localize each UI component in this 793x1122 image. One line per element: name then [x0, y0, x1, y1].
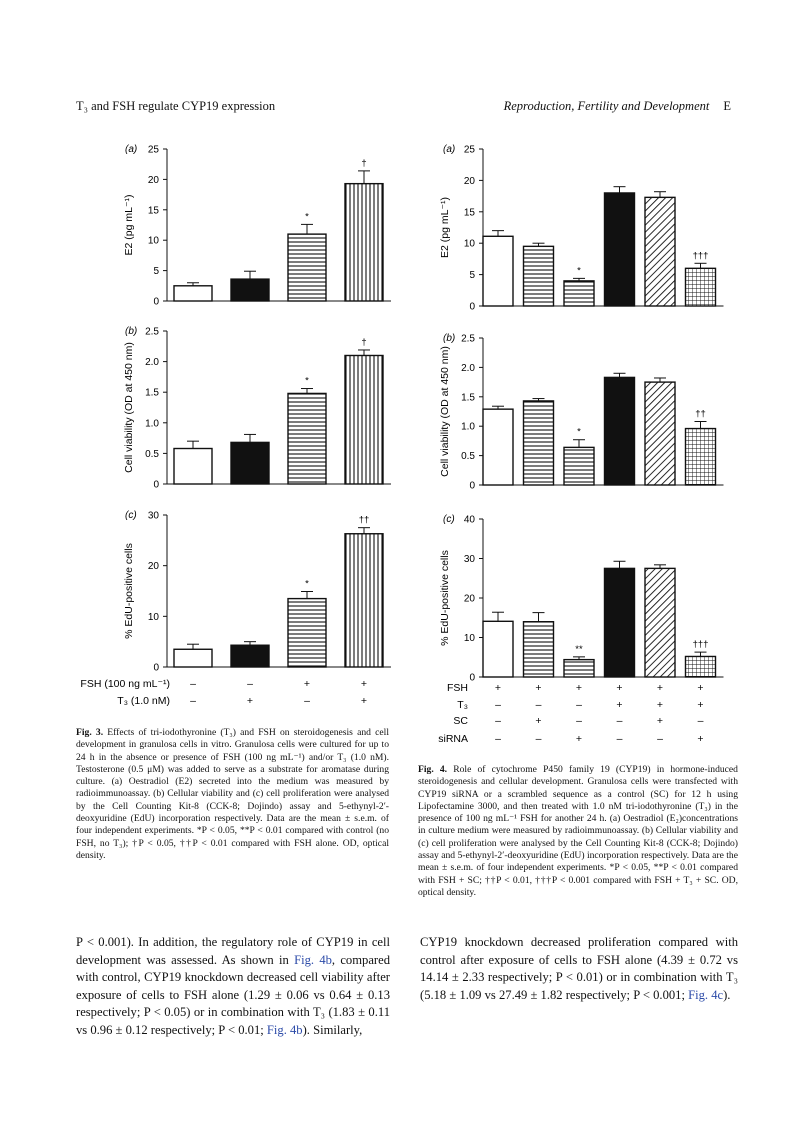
fig3-treatment-sign: – [190, 678, 196, 690]
fig3-significance-mark: * [305, 578, 309, 590]
fig3-significance-mark: * [305, 211, 309, 223]
body-left-part-1: P < 0.001). In addition, the regulatory role of CYP19 in cell development was assessed. As shown in [76, 935, 390, 967]
fig3-y-tick-label: 20 [147, 174, 159, 186]
fig4-caption-text: Role of cytochrome P450 family 19 (CYP19) in hormone-induced steroidogenesis and cellular development. Granulosa cells were transfected with CYP19 siRNA or a scrambled sequence as a control (SC) for 12 h using Lipofectamine 3000, and then treated with 1.0 nM tri-iodothyronine (T₃) in the presence of 100 ng mL⁻¹ FSH for another 24 h. (a) Oestradiol (E₂)concentrations in culture medium were measured by radioimmunoassay. (b) Cellular viability and (c) cell proliferation were analysed by the Cell Counting Kit-8 (CCK-8; Dojindo) assay and 5-ethynyl-2′-deoxyuridine (EdU) incorporation respectively. Data are the mean ± s.e.m. of four independent experiments. *P < 0.05, **P < 0.01 compared with FSH + SC; ††P < 0.01, †††P < 0.001 compared with FSH + T₃ + SC. OD, optical density. [418, 764, 738, 898]
fig3-treatment-sign: + [246, 695, 254, 707]
fig4-treatment-sign: – [495, 715, 501, 727]
fig3-treatment-label: FSH (100 ng mL⁻¹) [80, 678, 170, 690]
body-text-right [420, 934, 738, 1004]
fig4-y-tick-label: 0 [469, 672, 475, 684]
fig3-bar [345, 184, 383, 301]
fig4-treatment-sign: – [495, 699, 501, 711]
fig4-panel-letter: (c) [443, 514, 455, 525]
fig4-y-tick-label: 20 [463, 593, 475, 605]
fig3-y-tick-label: 2.5 [145, 326, 159, 338]
fig3-caption-label: Fig. 3. [76, 727, 104, 738]
fig4-y-axis-label: E2 (pg mL⁻¹) [439, 197, 451, 258]
fig4-y-tick-label: 10 [463, 238, 475, 250]
fig3-y-tick-label: 10 [147, 611, 159, 623]
fig3-treatment-sign: + [303, 678, 311, 690]
fig3-bar [174, 449, 212, 484]
fig3-treatment-label: T₃ (1.0 nM) [117, 695, 170, 707]
fig3-bar [288, 599, 326, 667]
fig3-treatment-sign: – [190, 695, 196, 707]
fig4-caption [418, 764, 738, 899]
fig4-treatment-sign: + [535, 682, 542, 694]
fig4-panel-letter: (a) [443, 144, 456, 155]
fig4-treatment-sign: + [697, 699, 704, 711]
fig4-significance-mark: ††† [692, 250, 709, 262]
fig3-caption [76, 727, 389, 862]
fig3-bar [174, 649, 212, 667]
fig4b-link-1[interactable]: Fig. 4b [294, 952, 332, 967]
fig4-bar [483, 236, 513, 306]
fig4-treatment-sign: + [616, 699, 623, 711]
fig3-y-tick-label: 0 [153, 662, 159, 674]
fig4-bar [483, 409, 513, 485]
fig4-y-tick-label: 10 [463, 633, 475, 644]
fig4-treatment-sign: – [616, 715, 623, 727]
fig4-bar [524, 401, 554, 485]
fig4-treatment-label: SC [453, 715, 468, 727]
fig3-treatment-sign: – [247, 678, 253, 690]
fig4-treatment-sign: – [657, 733, 663, 745]
fig3-bar [174, 286, 212, 301]
fig3-significance-mark: † [361, 157, 367, 169]
fig3-y-tick-label: 0.5 [145, 448, 159, 460]
fig4-treatment-sign: – [576, 715, 582, 727]
fig3-y-tick-label: 30 [147, 510, 159, 522]
fig4-y-tick-label: 25 [463, 144, 475, 156]
fig4c-link[interactable]: Fig. 4c [688, 987, 724, 1002]
fig3-treatment-sign: + [360, 678, 368, 690]
fig3-bar [231, 442, 269, 484]
fig4-treatment-sign: + [494, 682, 502, 694]
fig4-treatment-sign: – [576, 699, 582, 711]
fig4-treatment-label: siRNA [438, 733, 468, 745]
fig3-y-tick-label: 5 [153, 266, 159, 278]
fig3-bar [231, 279, 269, 301]
fig4-y-tick-label: 0.5 [461, 451, 475, 463]
fig4-treatment-sign: – [616, 733, 623, 745]
fig4-treatment-sign: – [535, 699, 542, 711]
fig4-treatment-sign: – [697, 715, 704, 727]
fig3-bar [288, 393, 326, 484]
fig4-treatment-sign: + [697, 733, 704, 745]
fig3-y-tick-label: 15 [147, 205, 159, 217]
fig4-significance-mark: †† [695, 408, 706, 420]
fig3-y-tick-label: 20 [147, 561, 159, 573]
fig4-y-tick-label: 20 [463, 175, 475, 187]
body-left-part-3: ). Similarly, [302, 1022, 363, 1037]
fig4-treatment-sign: + [535, 715, 542, 727]
journal-name: Reproduction, Fertility and Development [503, 99, 710, 113]
fig4-y-tick-label: 2.0 [461, 362, 475, 374]
fig4-bar [686, 268, 716, 306]
fig4-bar [524, 622, 554, 677]
fig4-bar [605, 568, 635, 677]
fig4b-link-2[interactable]: Fig. 4b [266, 1022, 303, 1037]
fig4-y-axis-label: Cell viability (OD at 450 nm) [439, 346, 451, 477]
fig4-bar [483, 621, 513, 677]
fig3-y-tick-label: 1.5 [145, 387, 159, 399]
fig4-bar [564, 281, 594, 306]
fig4-bar [686, 429, 716, 485]
fig4-y-tick-label: 1.0 [461, 421, 475, 433]
fig3-bar [288, 234, 326, 301]
fig4-treatment-sign: – [495, 733, 501, 745]
fig3-significance-mark: † [361, 336, 367, 348]
fig3-panel-letter: (a) [125, 144, 138, 155]
fig4-panel-letter: (b) [443, 333, 456, 344]
fig4-treatment-label: FSH [447, 682, 468, 694]
fig4-y-tick-label: 5 [469, 270, 475, 282]
fig3-y-tick-label: 0 [153, 296, 159, 308]
fig3-y-axis-label: % EdU-positive cells [123, 543, 135, 639]
fig3-significance-mark: * [305, 375, 309, 387]
fig4-bar [605, 193, 635, 306]
fig4-significance-mark: ††† [692, 639, 709, 651]
fig4-treatment-sign: + [656, 682, 664, 694]
body-right-part-1: CYP19 knockdown decreased proliferation compared with control after exposure of cells to FSH alone (4.39 ± 0.72 vs 14.14 ± 2.33 respectively; P < 0.01) or in combination with T₃ (5.18 ± 1.09 vs 27.49 ± 1.82 respectively; P < 0.001; [420, 935, 738, 1002]
fig4-treatment-sign: + [616, 682, 623, 694]
fig3-y-axis-label: Cell viability (OD at 450 nm) [123, 342, 135, 473]
fig4-bar [524, 246, 554, 306]
fig4-bar [645, 197, 675, 306]
fig3-y-axis-label: E2 (pg mL⁻¹) [123, 194, 135, 256]
fig4-bar [645, 568, 675, 677]
fig4-treatment-sign: + [656, 715, 664, 727]
fig4-y-tick-label: 15 [463, 207, 475, 219]
fig4-treatment-sign: + [656, 699, 664, 711]
fig4-treatment-sign: + [575, 733, 583, 745]
fig3-bar [231, 645, 269, 667]
fig4-y-axis-label: % EdU-positive cells [439, 550, 451, 646]
fig4-treatment-label: T₃ [457, 699, 468, 711]
fig4-y-tick-label: 2.5 [461, 333, 475, 345]
fig3-panel-letter: (b) [125, 326, 138, 337]
fig4-y-tick-label: 40 [463, 514, 475, 526]
fig4-bar [645, 382, 675, 485]
fig3-bar [345, 534, 383, 667]
fig3-caption-text: Effects of tri-iodothyronine (T₃) and FSH on steroidogenesis and cell development in granulosa cells in vitro. Granulosa cells were cultured for up to 24 h in the absence or presence of FSH (100 ng mL⁻¹) and/or T₃ (1.0 nM). Testosterone (0.5 μM) was added to serve as a substrate for aromatase during culture. (a) Oestradiol (E2) secreted into the medium was measured by radioimmunoassay. (b) Cellular viability and (c) cell proliferation were analysed by the Cell Counting Kit-8 (CCK-8; Dojindo) assay and 5-ethynyl-2′-deoxyuridine (EdU) incorporation respectively. Data are the mean ± s.e.m. of four independent experiments. *P < 0.05, **P < 0.01 compared with control (no FSH, no T₃); †P < 0.05, ††P < 0.01 compared with FSH alone. OD, optical density. [76, 727, 389, 861]
fig4-significance-mark: * [577, 265, 581, 277]
page-number: E [723, 99, 731, 113]
fig3-y-tick-label: 10 [147, 235, 159, 247]
fig3-treatment-sign: – [304, 695, 310, 707]
fig4-caption-label: Fig. 4. [418, 764, 448, 775]
body-right-part-2: ). [723, 987, 731, 1002]
fig4-y-tick-label: 0 [469, 301, 475, 313]
fig3-bar [345, 355, 383, 484]
fig4-y-tick-label: 30 [463, 554, 475, 565]
fig4-bar [686, 656, 716, 677]
fig4-bar [564, 660, 594, 677]
fig4-bar [564, 447, 594, 485]
fig4-significance-mark: * [577, 426, 581, 438]
fig3-y-tick-label: 2.0 [145, 357, 159, 369]
fig3-y-tick-label: 25 [147, 144, 159, 156]
fig3-y-tick-label: 1.0 [145, 418, 159, 430]
fig4-y-tick-label: 0 [469, 480, 475, 492]
fig4-treatment-sign: + [575, 682, 583, 694]
fig4-y-tick-label: 1.5 [461, 392, 475, 404]
fig4-treatment-sign: + [697, 682, 704, 694]
fig3-treatment-sign: + [360, 695, 368, 707]
body-text-left [76, 934, 390, 1040]
fig4-bar [605, 377, 635, 485]
fig4-treatment-sign: – [535, 733, 542, 745]
fig4-significance-mark: ** [575, 643, 583, 655]
fig3-y-tick-label: 0 [153, 479, 159, 491]
fig3-significance-mark: †† [358, 514, 370, 526]
fig3-panel-letter: (c) [125, 510, 137, 521]
body-left-part-2: , compared with control, CYP19 knockdown decreased cell viability after exposure of cells to FSH alone (1.29 ± 0.06 vs 0.64 ± 0.13 respectively; P < 0.05) or in combination with T₃ (1.83 ± 0.11 vs 0.96 ± 0.12 respectively; P < 0.01; [76, 952, 390, 1037]
running-header-left: T₃ and FSH regulate CYP19 expression [76, 99, 276, 113]
